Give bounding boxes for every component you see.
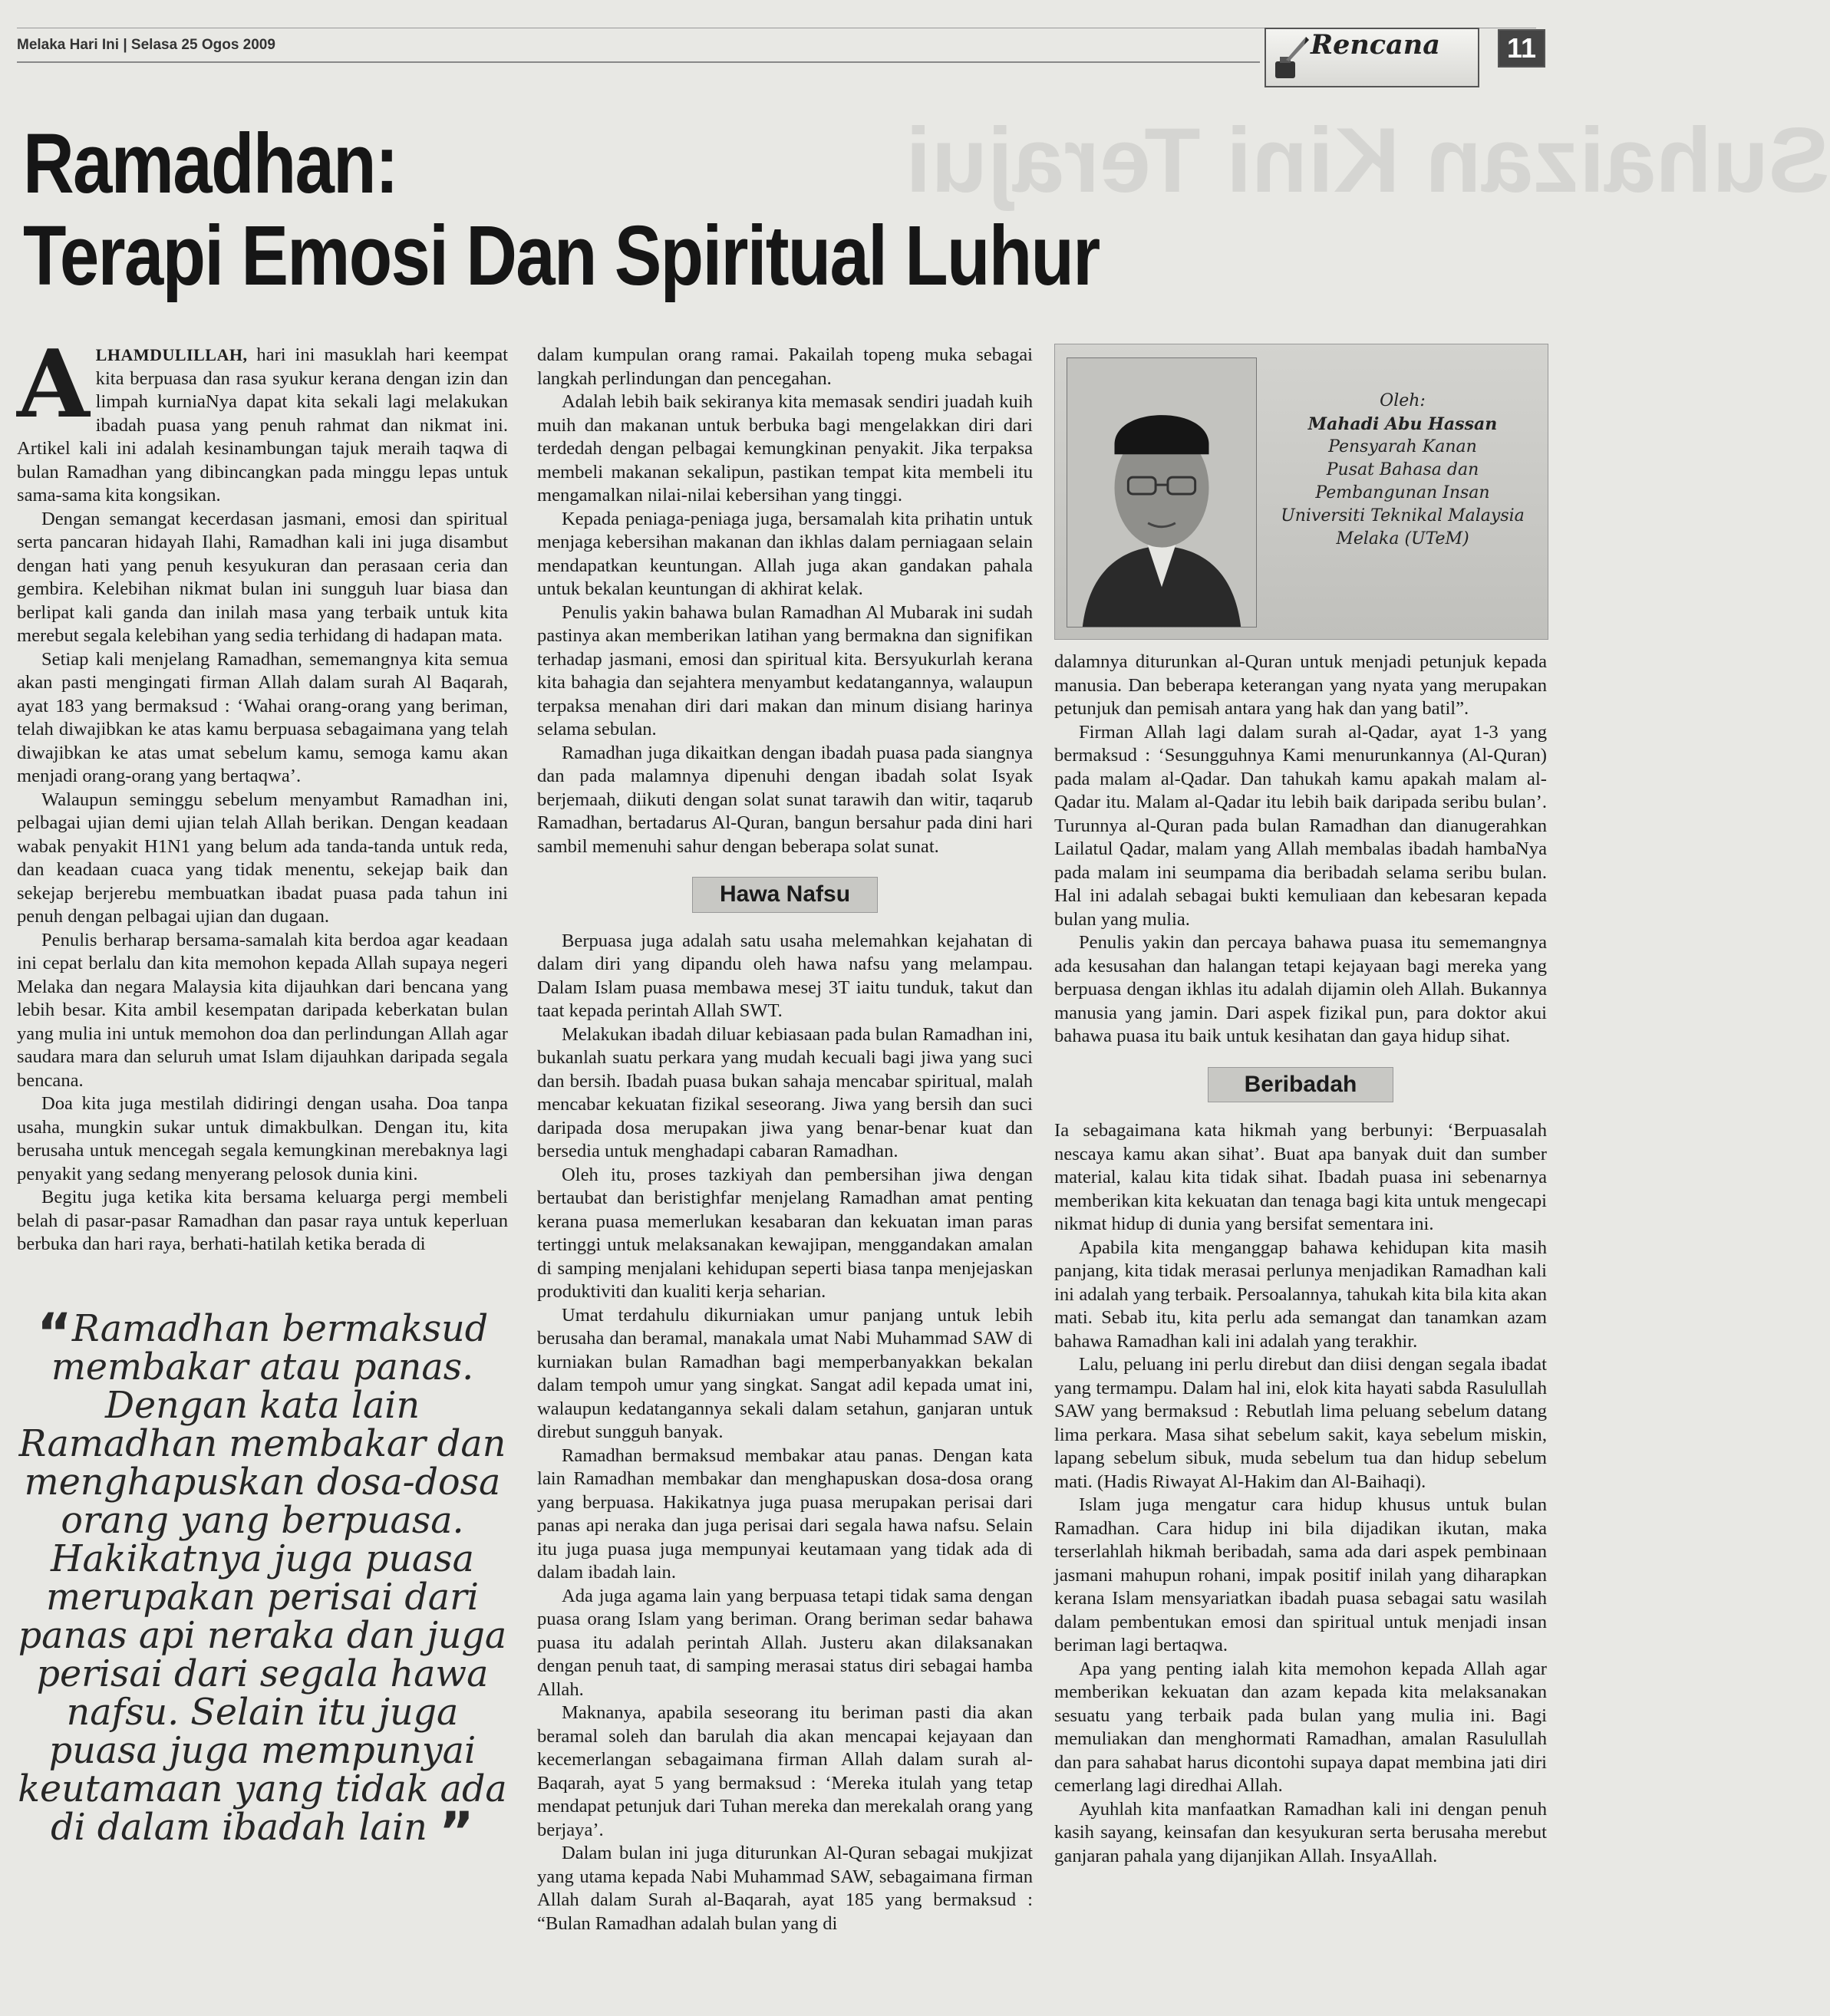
headline-line-2: Terapi Emosi Dan Spiritual Luhur bbox=[23, 209, 1100, 303]
paragraph: Penulis yakin bahawa bulan Ramadhan Al Mubarak ini sudah pastinya akan memberikan latihan yang bermakna dan signifikan terhadap jasmani, emosi dan spiritual kita. Bersyukurlah kerana kita bahagia dan sejahtera menyambut kedatangannya, walaupun terpaksa menahan diri dari makan dan minum disiang harinya selama sebulan. bbox=[537, 601, 1033, 740]
paragraph: Maknanya, apabila seseorang itu beriman pasti dia akan beramal soleh dan barulah dia akan mencapai kejayaan dan kecemerlangan sebagaimana firman Allah dalam surah al-Baqarah, ayat 5 yang bermaksud : ‘Mereka itulah yang tetap mendapat petunjuk dari Tuhan mereka dan merekalah orang yang berjaya’. bbox=[537, 1702, 1033, 1840]
author-org-line-1: Universiti Teknikal Malaysia bbox=[1281, 506, 1525, 525]
author-byline bbox=[1261, 390, 1544, 551]
paragraph: Ada juga agama lain yang berpuasa tetapi tidak sama dengan puasa orang Islam yang beriman. Orang beriman sedar bahawa puasa itu adalah perintah Allah. Justeru akan dilaksanakan dengan penuh taat, di samping merasai status diri sebagai hamba Allah. bbox=[537, 1585, 1033, 1700]
author-portrait bbox=[1067, 357, 1257, 628]
lead-paragraph-text: hari ini masuklah hari keempat kita berpuasa dan rasa syukur kerana dengan izin dan limpah kurniaNya dapat kita sekali lagi melakukan ibadah puasa yang penuh rahmat dan nikmat ini. Artikel kali ini adalah kesinambungan tajuk meraih taqwa di bulan Ramadhan yang dibincangkan pada minggu lepas untuk sama-sama kita kongsikan. bbox=[17, 344, 508, 506]
paragraph: Apabila kita menganggap bahawa kehidupan kita masih panjang, kita tidak merasai perlunya menjadikan Ramadhan kali ini adalah yang terbaik. Persoalannya, tahukah kita bila kita akan mati. Sebab itu, kita perlu ada semangat dan tanamkan azam bahawa Ramadhan kali ini adalah yang terakhir. bbox=[1054, 1237, 1547, 1352]
paragraph: Berpuasa juga adalah satu usaha melemahkan kejahatan di dalam diri yang dipandu oleh hawa nafsu yang melampau. Dalam Islam puasa membawa mesej 3T iaitu tunduk, takut dan taat kepada perintah Allah SWT. bbox=[537, 930, 1033, 1021]
paragraph: dalam kumpulan orang ramai. Pakailah topeng muka sebagai langkah perlindungan dan pencegahan. bbox=[537, 344, 1033, 389]
subheading-beribadah: Beribadah bbox=[1208, 1067, 1393, 1103]
paragraph: Firman Allah lagi dalam surah al-Qadar, ayat 1-3 yang bermaksud : ‘Sesungguhnya Kami menurunkannya (Al-Quran) pada malam al-Qadar. Dan tahukah kamu apakah malam al-Qadar itu. Malam al-Qadar itu lebih baik daripada seribu bulan’. Turunnya al-Quran pada bulan Ramadhan dan dianugerahkan Lailatul Qadar, malam yang Allah membalas ibadah hambaNya pada malam ini seumpama dia beribadah selama seribu bulan. Hal ini adalah sebagai bukti kemuliaan dan kebesaran kepada bulan yang mulia. bbox=[1054, 721, 1547, 930]
paragraph: Ramadhan bermaksud membakar atau panas. Dengan kata lain Ramadhan membakar dan menghapuskan dosa-dosa orang yang berpuasa. Hakikatnya juga puasa merupakan perisai dari panas api neraka dan juga perisai dari segala hawa nafsu. Selain itu juga puasa juga mempunyai keutamaan yang tidak ada di dalam ibadah lain. bbox=[537, 1444, 1033, 1583]
author-by-label: Oleh: bbox=[1380, 391, 1426, 410]
author-name: Mahadi Abu Hassan bbox=[1307, 414, 1498, 434]
paragraph: Begitu juga ketika kita bersama keluarga pergi membeli belah di pasar-pasar Ramadhan dan pasar raya untuk keperluan berbuka dan hari raya, berhati-hatilah ketika berada di bbox=[17, 1187, 508, 1254]
quill-inkpot-icon bbox=[1271, 34, 1311, 83]
open-quote-mark: “ bbox=[36, 1302, 72, 1365]
section-label: Rencana bbox=[1311, 29, 1440, 61]
author-dept-line-1: Pusat Bahasa dan bbox=[1326, 460, 1479, 479]
subheading-hawa-nafsu: Hawa Nafsu bbox=[692, 877, 878, 913]
drop-cap: A bbox=[17, 328, 90, 439]
ghost-show-through: Suhaizan Kini Terajui bbox=[905, 109, 1830, 212]
article-column-3 bbox=[1054, 651, 1547, 1868]
article-column-1 bbox=[17, 328, 508, 1257]
pull-quote bbox=[17, 1302, 508, 1863]
paragraph: Adalah lebih baik sekiranya kita memasak sendiri juadah kuih muih dan makanan untuk berbuka bagi mengelakkan diri dari terdedah dengan pelbagai kemungkinan penyakit. Jika terpaksa membeli makanan sekalipun, pastikan tempat kita membeli itu mengamalkan nilai-nilai kebersihan yang tinggi. bbox=[537, 391, 1033, 506]
author-dept-line-2: Pembangunan Insan bbox=[1315, 483, 1490, 502]
paragraph: Setiap kali menjelang Ramadhan, sememangnya kita semua akan pasti mengingati firman Allah dalam surah Al Baqarah, ayat 183 yang bermaksud : ‘Wahai orang-orang yang beriman, telah diwajibkan ke atas kamu berpuasa sebagaimana yang telah diwajibkan ke atas umat sebelum kamu, semoga kamu akan menjadi orang-orang yang bertaqwa’. bbox=[17, 648, 508, 786]
paragraph: Islam juga mengatur cara hidup khusus untuk bulan Ramadhan. Cara hidup ini bila dijadikan ikutan, maka terserlahlah hikmah beribadah, sama ada dari aspek pembinaan jasmani mahupun rohani, impak positif inilah yang diharapkan kerana Islam mensyariatkan ibadah puasa sebagai satu wasilah dalam pembentukan emosi dan spiritual untuk menjadi insan beriman lagi bertaqwa. bbox=[1054, 1494, 1547, 1655]
masthead-rule bbox=[17, 61, 1260, 63]
paragraph: Dengan semangat kecerdasan jasmani, emosi dan spiritual serta pancaran hidayah Ilahi, Ramadhan kali ini juga disambut dengan hati yang penuh kesyukuran dan perasaan ceria dan gembira. Kelebihan nikmat bulan ini sungguh luar biasa dan berlipat kali ganda dan inilah masa yang terbaik untuk kita merebut segala kelebihan yang sedia terhidang di hadapan mata. bbox=[17, 508, 508, 646]
paragraph: dalamnya diturunkan al-Quran untuk menjadi petunjuk kepada manusia. Dan beberapa keterangan yang nyata yang merupakan petunjuk dan pemisah antara yang hak dan yang batil”. bbox=[1054, 651, 1547, 719]
paragraph: Penulis berharap bersama-samalah kita berdoa agar keadaan ini cepat berlalu dan kita memohon kepada Allah supaya negeri Melaka dan negara Malaysia kita dijauhkan dari bencana yang lebih besar. Kita ambil kesempatan daripada keberkatan bulan yang mulia ini untuk memohon doa dan perlindungan Allah agar saudara mara dan seluruh umat Islam dijauhkan daripada segala bencana. bbox=[17, 929, 508, 1091]
article-column-2 bbox=[537, 344, 1033, 1935]
paragraph: Dalam bulan ini juga diturunkan Al-Quran sebagai mukjizat yang utama kepada Nabi Muhammad SAW, sebagaimana firman Allah dalam Surah al-Baqarah, ayat 185 yang bermaksud : “Bulan Ramadhan adalah bulan yang di bbox=[537, 1843, 1033, 1934]
paragraph: Doa kita juga mestilah didiringi dengan usaha. Doa tanpa usaha, mungkin sukar untuk dimakbulkan. Dengan itu, kita berusaha untuk mencegah segala kemungkinan merebaknya lagi penyakit yang sedang menyerang pelosok dunia kini. bbox=[17, 1093, 508, 1184]
pull-quote-text: Ramadhan bermaksud membakar atau panas. Dengan kata lain Ramadhan membakar dan menghapuskan dosa-dosa orang yang berpuasa. Hakikatnya juga puasa merupakan perisai dari panas api neraka dan juga perisai dari segala hawa nafsu. Selain itu juga puasa juga mempunyai keutamaan yang tidak ada di dalam ibadah lain bbox=[18, 1308, 507, 1849]
paragraph: Oleh itu, proses tazkiyah dan pembersihan jiwa dengan bertaubat dan beristighfar menjelang Ramadhan amat penting kerana puasa memerlukan kesabaran dan kekuatan iman paras tertinggi untuk melaksanakan kewajipan, menggandakan amalan di samping menjalani kehidupan seperti biasa tanpa menjejaskan produktiviti dan kualiti kerja seharian. bbox=[537, 1164, 1033, 1302]
paragraph: Penulis yakin dan percaya bahawa puasa itu sememangnya ada kesusahan dan halangan tetapi kejayaan bagi mereka yang berpuasa dengan ikhlas itu adalah dijamin oleh Allah. Bukannya manusia yang jamin. Dari aspek fizikal pun, para doktor akui bahawa puasa itu baik untuk kesihatan dan gaya hidup sihat. bbox=[1054, 932, 1547, 1046]
author-role: Pensyarah Kanan bbox=[1328, 437, 1477, 456]
paragraph: Apa yang penting ialah kita memohon kepada Allah agar memberikan kekuatan dan azam kepada kita melaksanakan sesuatu yang terbaik pada bulan yang mulia ini. Bagi memuliakan dan menghormati Ramadhan, amalan Rasulullah dan para sahabat harus dicontohi supaya dapat membina jati diri cemerlang lagi diredhai Allah. bbox=[1054, 1658, 1547, 1796]
paragraph: Umat terdahulu dikurniakan umur panjang untuk lebih berusaha dan beramal, manakala umat Nabi Muhammad SAW di kurniakan bulan Ramadhan bagi memperbanyakkan bekalan dalam tempoh umur yang singkat. Sangat adil kepada umat ini, walaupun kedatangannya sekali dalam setahun, ganjaran untuk direbut sungguh banyak. bbox=[537, 1304, 1033, 1442]
paragraph: Walaupun seminggu sebelum menyambut Ramadhan ini, pelbagai ujian demi ujian telah Allah berikan. Dengan keadaan wabak penyakit H1N1 yang belum ada tanda-tanda untuk reda, dan keadaan cuaca yang tidak menentu, sekejap baik dan sekejap berjerebu membuatkan ibadat puasa pada tahun ini penuh dengan pelbagai ujian dan dugaan. bbox=[17, 789, 508, 927]
page-number: 11 bbox=[1498, 29, 1545, 68]
paragraph bbox=[17, 328, 508, 508]
lead-in: LHAMDULILLAH, bbox=[95, 345, 248, 364]
headline-line-1: Ramadhan: bbox=[23, 117, 398, 211]
author-org-line-2: Melaka (UTeM) bbox=[1336, 529, 1469, 548]
paragraph: Ramadhan juga dikaitkan dengan ibadah puasa pada siangnya dan pada malamnya dipenuhi dengan ibadah solat Isyak berjemaah, diikuti dengan solat sunat tarawih dan witir, taqarub Ramadhan, bertadarus Al-Quran, bangun bersahur pada dini hari sambil memenuhi sahur dengan beberapa solat sunat. bbox=[537, 742, 1033, 857]
close-quote-mark: ” bbox=[438, 1800, 474, 1863]
paragraph: Ia sebagaimana kata hikmah yang berbunyi: ‘Berpuasalah nescaya kamu akan sihat’. Buat apa banyak duit dan sumber material, kalau kita tidak sihat. Ibadah puasa ini sebenarnya memberikan kita kekuatan dan tenaga bagi kita untuk mengecapi nikmat hidup di dunia yang bersifat sementara ini. bbox=[1054, 1120, 1547, 1234]
paragraph: Lalu, peluang ini perlu direbut dan diisi dengan segala ibadat yang termampu. Dalam hal ini, elok kita hayati sabda Rasulullah SAW yang bermaksud : Rebutlah lima peluang sebelum datang lima perkara. Masa sihat sebelum sakit, kaya sebelum miskin, lapang sebelum sibuk, muda sebelum tua dan hidup sebelum mati. (Hadis Riwayat Al-Hakim dan Al-Baihaqi). bbox=[1054, 1354, 1547, 1492]
paragraph: Ayuhlah kita manfaatkan Ramadhan kali ini dengan penuh kasih sayang, keinsafan dan kesyukuran serta berusaha merebut ganjaran pahala yang dijanjikan Allah. InsyaAllah. bbox=[1054, 1798, 1547, 1866]
paragraph: Kepada peniaga-peniaga juga, bersamalah kita prihatin untuk menjaga kebersihan makanan dan ikhlas dalam perniagaan selain mendapatkan keuntungan. Allah juga akan gandakan pahala untuk bekalan keuntungan di akhirat kelak. bbox=[537, 508, 1033, 599]
masthead-dateline: Melaka Hari Ini | Selasa 25 Ogos 2009 bbox=[17, 37, 275, 53]
paragraph: Melakukan ibadah diluar kebiasaan pada bulan Ramadhan ini, bukanlah suatu perkara yang mudah kecuali bagi jiwa yang suci dan bersih. Ibadah puasa bukan sahaja mencabar spiritual, malah mencabar kekuatan fizikal seseorang. Jiwa yang bersih dan suci daripada dosa merupakan jiwa yang benar-benar kuat dan bersedia untuk menghadapi cabaran Ramadhan. bbox=[537, 1023, 1033, 1161]
